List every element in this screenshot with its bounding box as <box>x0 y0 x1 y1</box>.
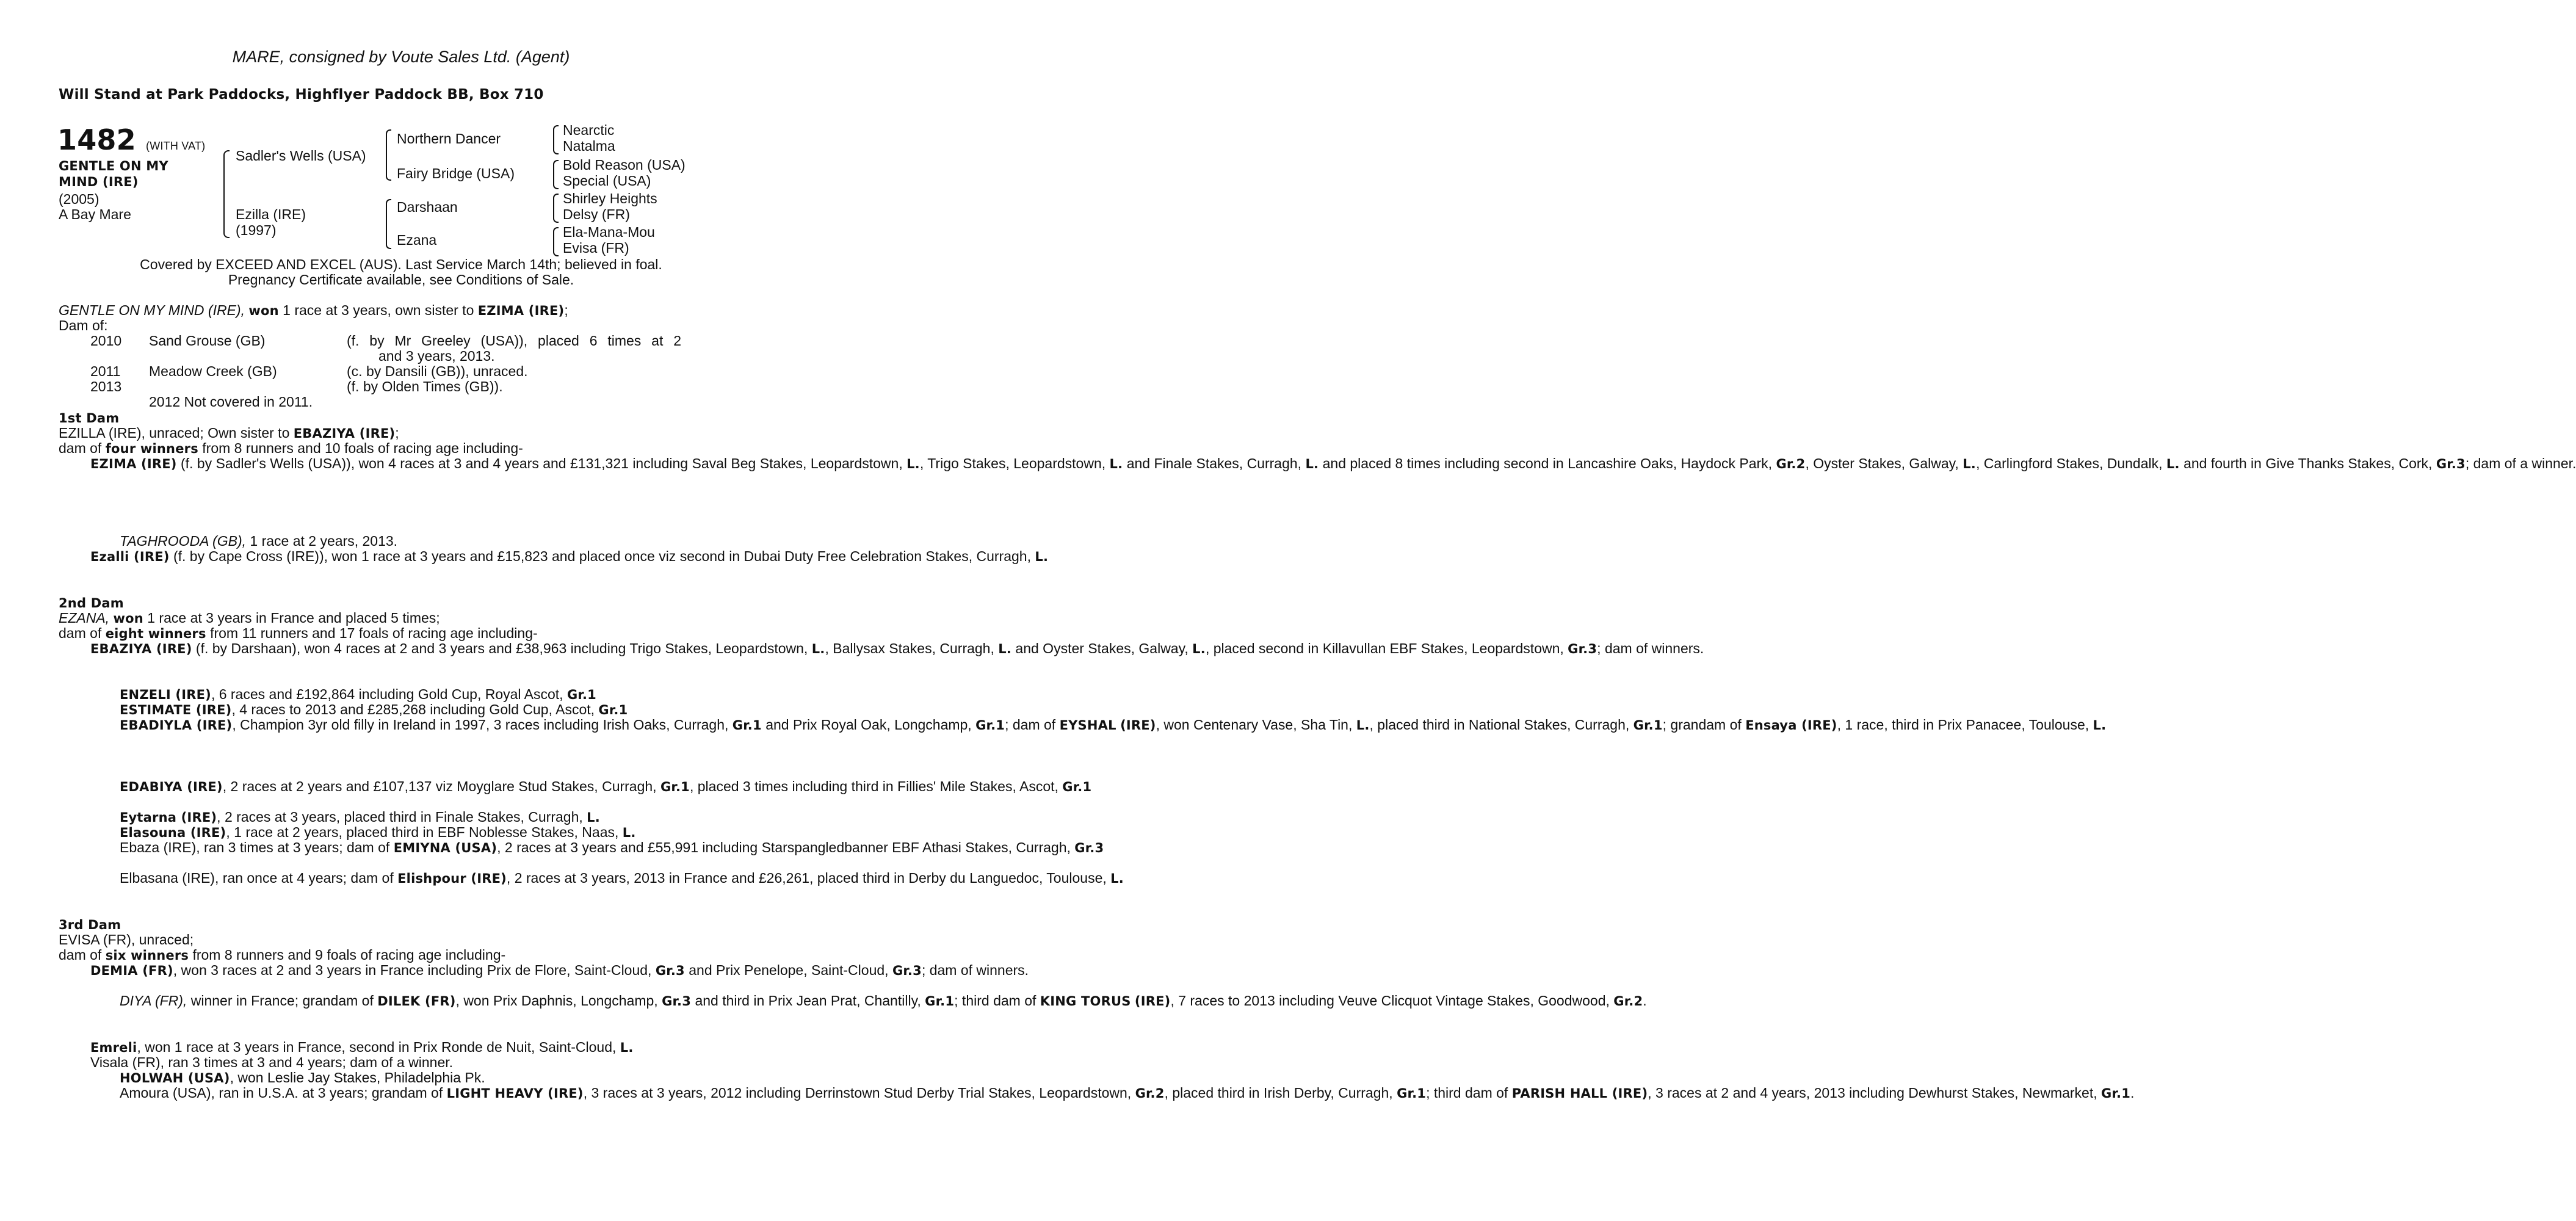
horse-year: (2005) <box>59 191 99 207</box>
ebadiyla-entry: EBADIYLA (IRE), Champion 3yr old filly in Ireland in 1997, 3 races including Irish Oaks, Curragh, Gr.1 and Prix Royal Oak, Longchamp, Gr.1; dam of EYSHAL (IRE), won Centenary Vase, Sha Tin, L., placed third in National Stakes, Curragh, Gr.1; grandam of Ensaya (IRE), 1 race, third in Prix Panacee, Toulouse, L. <box>120 717 2107 733</box>
elbasana-entry: Elbasana (IRE), ran once at 4 years; dam of Elishpour (IRE), 2 races at 3 years, 2013 in France and £26,261, placed third in Derby du Languedoc, Toulouse, L. <box>120 870 1124 886</box>
ezima-entry: EZIMA (IRE) (f. by Sadler's Wells (USA)), won 4 races at 3 and 4 years and £131,321 including Saval Beg Stakes, Leopardstown, L., Trigo Stakes, Leopardstown, L. and Finale Stakes, Curragh, L. and placed 8 times including second in Lancashire Oaks, Haydock Park, Gr.2, Oyster Stakes, Galway, L., Carlingford Stakes, Dundalk, L. and fourth in Give Thanks Stakes, Cork, Gr.3; dam of a winner. <box>90 455 2576 471</box>
produce-info-2010: (f. by Mr Greeley (USA)), placed 6 times at 2 <box>347 333 681 349</box>
horse-name-line2: MIND (IRE) <box>59 175 139 189</box>
produce-name-2010: Sand Grouse (GB) <box>149 333 266 349</box>
elasouna-entry: Elasouna (IRE), 1 race at 2 years, placed third in EBF Noblesse Stakes, Naas, L. <box>120 824 636 840</box>
stand-location: Will Stand at Park Paddocks, Highflyer Paddock BB, Box 710 <box>59 87 544 103</box>
produce-info-2011: (c. by Dansili (GB)), unraced. <box>347 363 528 379</box>
second-dam-line2: dam of eight winners from 11 runners and 17 foals of racing age including- <box>59 625 538 641</box>
covered-note: Covered by EXCEED AND EXCEL (AUS). Last Service March 14th; believed in foal. <box>140 256 662 272</box>
pedigree-dds: Ela-Mana-Mou <box>563 224 655 240</box>
lot-number: 1482 (WITH VAT) <box>57 123 206 156</box>
pedigree-brace-4b <box>553 160 559 189</box>
first-dam-line1: EZILLA (IRE), unraced; Own sister to EBAZIYA (IRE); <box>59 425 399 441</box>
estimate-entry: ESTIMATE (IRE), 4 races to 2013 and £285,268 including Gold Cup, Ascot, Gr.1 <box>120 701 628 717</box>
pedigree-ss: Northern Dancer <box>397 131 501 147</box>
pedigree-sss: Nearctic <box>563 122 615 138</box>
second-dam-line1: EZANA, won 1 race at 3 years in France and placed 5 times; <box>59 610 440 626</box>
third-dam-heading: 3rd Dam <box>59 918 121 932</box>
first-dam-line2: dam of four winners from 8 runners and 10 foals of racing age including- <box>59 440 523 456</box>
horse-description: A Bay Mare <box>59 206 131 222</box>
amoura-entry: Amoura (USA), ran in U.S.A. at 3 years; grandam of LIGHT HEAVY (IRE), 3 races at 3 years, 2012 including Derrinstown Stud Derby Trial Stakes, Leopardstown, Gr.2, placed third in Irish Derby, Curragh, Gr.1; third dam of PARISH HALL (IRE), 3 races at 2 and 4 years, 2013 including Dewhurst Stakes, Newmarket, Gr.1. <box>120 1085 2135 1101</box>
produce-year-2013: 2013 <box>90 379 122 394</box>
produce-year-2010: 2010 <box>90 333 122 349</box>
vat-note: (WITH VAT) <box>146 140 206 152</box>
pedigree-brace-4a <box>553 125 559 154</box>
pedigree-dd: Ezana <box>397 232 437 248</box>
pedigree-brace-main <box>223 150 230 238</box>
pedigree-ssd: Natalma <box>563 138 615 154</box>
enzeli-entry: ENZELI (IRE), 6 races and £192,864 including Gold Cup, Royal Ascot, Gr.1 <box>120 686 596 702</box>
taghrooda-entry: TAGHROODA (GB), 1 race at 2 years, 2013. <box>120 533 398 549</box>
ebaza-entry: Ebaza (IRE), ran 3 times at 3 years; dam of EMIYNA (USA), 2 races at 3 years and £55,991 including Starspangledbanner EBF Athasi Stakes, Curragh, Gr.3 <box>120 839 1104 855</box>
pedigree-brace-4d <box>553 227 559 256</box>
third-dam-line1: EVISA (FR), unraced; <box>59 932 194 947</box>
horse-name-line1: GENTLE ON MY <box>59 159 168 173</box>
produce-info-2013: (f. by Olden Times (GB)). <box>347 379 503 394</box>
pedigree-dam-year: (1997) <box>236 222 277 238</box>
diya-entry: DIYA (FR), winner in France; grandam of DILEK (FR), won Prix Daphnis, Longchamp, Gr.3 and third in Prix Jean Prat, Chantilly, Gr.1; third dam of KING TORUS (IRE), 7 races to 2013 including Veuve Clicquot Vintage Stakes, Goodwood, Gr.2. <box>120 993 1647 1009</box>
pedigree-ddd: Evisa (FR) <box>563 240 629 256</box>
ebaziya-entry: EBAZIYA (IRE) (f. by Darshaan), won 4 races at 2 and 3 years and £38,963 including Trigo Stakes, Leopardstown, L., Ballysax Stakes, Curragh, L. and Oyster Stakes, Galway, L., placed second in Killavullan EBF Stakes, Leopardstown, Gr.3; dam of winners. <box>90 640 1704 656</box>
pedigree-sdd: Special (USA) <box>563 173 651 189</box>
pedigree-dss: Shirley Heights <box>563 190 657 206</box>
dam-of-label: Dam of: <box>59 317 108 333</box>
second-dam-heading: 2nd Dam <box>59 596 124 610</box>
pedigree-sd: Fairy Bridge (USA) <box>397 165 515 181</box>
pedigree-dsd: Delsy (FR) <box>563 206 630 222</box>
intro-line: GENTLE ON MY MIND (IRE), won 1 race at 3 years, own sister to EZIMA (IRE); <box>59 302 568 318</box>
produce-name-2011: Meadow Creek (GB) <box>149 363 277 379</box>
pedigree-sire: Sadler's Wells (USA) <box>236 148 366 164</box>
pregnancy-note: Pregnancy Certificate available, see Conditions of Sale. <box>228 272 574 288</box>
holwah-entry: HOLWAH (USA), won Leslie Jay Stakes, Philadelphia Pk. <box>120 1070 485 1085</box>
sale-header: MARE, consigned by Voute Sales Ltd. (Agent) <box>232 48 570 66</box>
ezalli-entry: Ezalli (IRE) (f. by Cape Cross (IRE)), won 1 race at 3 years and £15,823 and placed once viz second in Dubai Duty Free Celebration Stakes, Curragh, L. <box>90 548 1049 564</box>
produce-year-2011: 2011 <box>90 363 121 379</box>
emreli-entry: Emreli, won 1 race at 3 years in France, second in Prix Ronde de Nuit, Saint-Cloud, L. <box>90 1039 634 1055</box>
visala-entry: Visala (FR), ran 3 times at 3 and 4 years; dam of a winner. <box>90 1054 454 1070</box>
produce-info2-2010: and 3 years, 2013. <box>378 348 495 364</box>
pedigree-brace-sire <box>386 129 391 181</box>
pedigree-dam: Ezilla (IRE) <box>236 206 306 222</box>
edabiya-entry: EDABIYA (IRE), 2 races at 2 years and £107,137 viz Moyglare Stud Stakes, Curragh, Gr.1, placed 3 times including third in Fillies' Mile Stakes, Ascot, Gr.1 <box>120 778 1092 794</box>
pedigree-ds: Darshaan <box>397 199 458 215</box>
pedigree-brace-dam <box>386 199 391 249</box>
produce-note: 2012 Not covered in 2011. <box>149 394 313 410</box>
demia-entry: DEMIA (FR), won 3 races at 2 and 3 years in France including Prix de Flore, Saint-Cloud, Gr.3 and Prix Penelope, Saint-Cloud, Gr.3; dam of winners. <box>90 962 1029 978</box>
eytarna-entry: Eytarna (IRE), 2 races at 3 years, placed third in Finale Stakes, Curragh, L. <box>120 809 600 825</box>
first-dam-heading: 1st Dam <box>59 411 120 426</box>
pedigree-brace-4c <box>553 194 559 223</box>
third-dam-line2: dam of six winners from 8 runners and 9 foals of racing age including- <box>59 947 506 963</box>
pedigree-sds: Bold Reason (USA) <box>563 157 686 173</box>
